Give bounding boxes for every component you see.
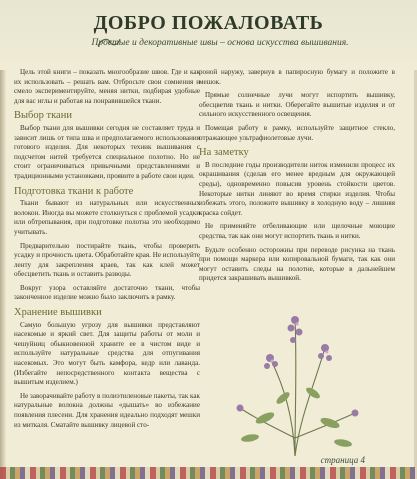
page-number: страница 4 xyxy=(320,455,365,465)
notes-paragraph-1: В последние годы производители ниток изменили процесс их окрашивания (сделав его менее вредным для окружающей среды), одновременно повысив уровень стойкости цветов. Некоторые нитки линяют во время стирки изделия. Чтобы избежать этого, положите вышивку в холодную воду – лишняя краска сойдет. xyxy=(199,160,395,217)
left-column xyxy=(14,68,200,434)
header-background xyxy=(0,0,417,70)
decorative-bottom-strip xyxy=(0,467,417,479)
fabric-prep-paragraph-1: Ткани бывают из натуральных или искусственных волокон. Иногда вы можете столкнуться с проблемой усадки или обтрепывания, при подготовке полотна это необходимо учитывать. xyxy=(14,199,200,236)
section-heading-storage: Хранение вышивки xyxy=(14,307,102,319)
fabric-prep-paragraph-3: Вокруг узора оставляйте достаточно ткани, чтобы законченное изделие можно было заключить в рамку. xyxy=(14,283,200,302)
section-heading-notes: На заметку xyxy=(199,147,249,159)
notes-paragraph-2: Не применяйте отбеливающие или щелочные моющие средства, так как они могут испортить ткань и нитки. xyxy=(199,222,395,240)
fabric-prep-paragraph-2: Предварительно постирайте ткань, чтобы проверить усадку и прочность цвета. Обработайте края. Не используйте ленту для закрепления краев, так как клей может обесцветить ткань и оставить разводы. xyxy=(14,241,200,279)
right-column xyxy=(199,68,395,288)
page-subtitle: Простые и декоративные швы – основа искусства вышивания. xyxy=(91,38,349,48)
intro-paragraph: Цель этой книги – показать многообразие швов. Где и как их использовать – решать вам. Отбросьте свои сомнения и смело экспериментируйте, меняя нитки, подбирая удобные для вас иглы и работая на понравившейся ткани. xyxy=(14,68,200,105)
embroidered-flower-illustration xyxy=(225,288,365,458)
storage-continued-2: Прямые солнечные лучи могут испортить вышивку, обесцветив ткань и нитки. Оберегайте вышитые изделия и от сильного искусственного освещения. xyxy=(199,91,395,119)
page-edge-left xyxy=(0,0,6,479)
section-heading-fabric-choice: Выбор ткани xyxy=(14,110,72,122)
storage-paragraph-2: Не заворачивайте работу в полиэтиленовые пакеты, так как натуральные волокна должны «дышать» во избежание появления плесени. Для хранения идеально подходят мешки из миткаля. Сматайте вышивку лицевой сто- xyxy=(14,391,200,429)
storage-continued-3: Помещая работу в рамку, используйте защитное стекло, отражающее ультрафиолетовые лучи. xyxy=(199,123,395,142)
page-title: ДОБРО ПОЖАЛОВАТЬ xyxy=(93,12,324,34)
storage-continued-1: роной наружу, завернув в папиросную бумагу и положите в мешок. xyxy=(199,68,395,86)
storage-paragraph-1: Самую большую угрозу для вышивки представляют насекомые и яркий свет. Для защиты работы от моли и чешуйниц обыкновенной храните ее в чистом виде и используйте натуральные средства для отпугивания насекомых. Это могут быть камфора, кедр или лаванда. (Избегайте непосредственного контакта вещества с вышитым изделием.) xyxy=(14,320,200,387)
fabric-choice-paragraph: Выбор ткани для вышивки сегодня не составляет труда и зависит лишь от типа шва и предполагаемого использования готового изделия. Для некоторых техник вышивания с подсчетом нитей требуется специальное полотно. Но не стоит ограничиваться привычными представлениями и традиционными установками, проявите в работе свои идеи. xyxy=(14,123,200,180)
section-heading-fabric-prep: Подготовка ткани к работе xyxy=(14,185,134,197)
notes-paragraph-3: Будьте особенно осторожны при переводе рисунка на ткань при помощи маркера или копировальной бумаги, так как они могут оставить следы на полотне, которые в дальнейшем придется закрашивать вышивкой. xyxy=(199,245,395,283)
